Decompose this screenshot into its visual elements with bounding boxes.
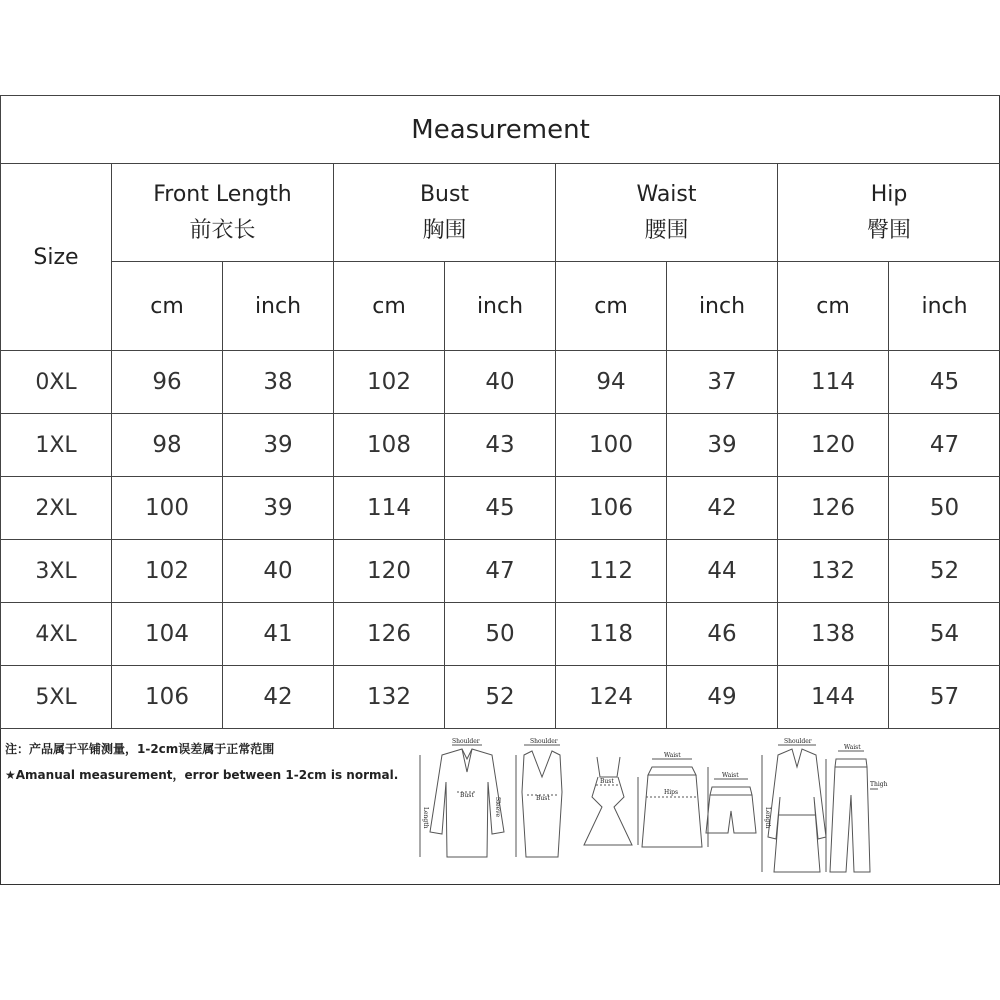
- measurement-cell: 126: [334, 603, 445, 666]
- group-label-en: Front Length: [153, 181, 292, 207]
- thigh-label: Thigh: [870, 781, 888, 788]
- measurement-cell: 57: [889, 666, 1000, 729]
- waist-label: Waist: [844, 744, 861, 751]
- group-label-cn: 臀围: [867, 217, 912, 243]
- measurement-cell: 42: [223, 666, 334, 729]
- measurement-cell: 37: [667, 351, 778, 414]
- measurement-cell: 49: [667, 666, 778, 729]
- group-label-cn: 胸围: [422, 217, 467, 243]
- unit-header: cm: [334, 262, 445, 351]
- table-row: [1, 666, 1000, 729]
- blouse-icon: [420, 738, 504, 857]
- size-cell: 3XL: [1, 540, 112, 603]
- tank-top-icon: [516, 738, 562, 857]
- garment-measurement-illustrations: [412, 737, 892, 879]
- measurement-cell: 50: [445, 603, 556, 666]
- measurement-cell: 120: [334, 540, 445, 603]
- shorts-icon: [706, 772, 756, 833]
- waist-label: Waist: [664, 752, 681, 759]
- strap-dress-icon: [584, 757, 638, 845]
- waist-label: Waist: [722, 772, 739, 779]
- measurement-cell: 47: [889, 414, 1000, 477]
- group-hip: [778, 164, 1000, 262]
- measurement-cell: 38: [223, 351, 334, 414]
- size-header: Size: [1, 164, 112, 351]
- note-cn: 注：产品属于平铺测量，1-2cm误差属于正常范围: [5, 742, 275, 756]
- length-label: Length: [764, 807, 771, 829]
- table-row: [1, 351, 1000, 414]
- note-en: ★Amanual measurement，error between 1-2cm is normal.: [5, 768, 399, 782]
- measurement-cell: 98: [112, 414, 223, 477]
- measurement-cell: 40: [223, 540, 334, 603]
- group-label-cn: 腰围: [644, 217, 689, 243]
- measurement-cell: 94: [556, 351, 667, 414]
- measurement-cell: 106: [556, 477, 667, 540]
- measurement-cell: 50: [889, 477, 1000, 540]
- measurement-cell: 41: [223, 603, 334, 666]
- measurement-cell: 45: [889, 351, 1000, 414]
- trousers-icon: [826, 744, 888, 872]
- measurement-cell: 40: [445, 351, 556, 414]
- measurement-cell: 132: [334, 666, 445, 729]
- measurement-cell: 39: [223, 477, 334, 540]
- unit-header: inch: [445, 262, 556, 351]
- bust-label: Bust: [600, 778, 614, 785]
- group-waist: [556, 164, 778, 262]
- table-title: Measurement: [1, 96, 1000, 164]
- measurement-cell: 104: [112, 603, 223, 666]
- group-label-en: Bust: [419, 181, 470, 207]
- measurement-notes: [5, 740, 398, 792]
- bust-label: Bust: [536, 795, 550, 802]
- measurement-cell: 39: [667, 414, 778, 477]
- table-row: [1, 603, 1000, 666]
- measurement-cell: 39: [223, 414, 334, 477]
- unit-header: inch: [667, 262, 778, 351]
- size-cell: 5XL: [1, 666, 112, 729]
- measurement-cell: 100: [112, 477, 223, 540]
- group-label-en: Hip: [870, 181, 908, 207]
- measurement-cell: 47: [445, 540, 556, 603]
- size-table: [0, 95, 1000, 729]
- unit-header: cm: [778, 262, 889, 351]
- measurement-cell: 44: [667, 540, 778, 603]
- measurement-cell: 54: [889, 603, 1000, 666]
- measurement-cell: 43: [445, 414, 556, 477]
- shoulder-label: Shoulder: [784, 738, 812, 745]
- length-label: Length: [422, 807, 429, 829]
- measurement-cell: 52: [889, 540, 1000, 603]
- shoulder-label: Shoulder: [452, 738, 480, 745]
- group-label-cn: 前衣长: [189, 217, 256, 243]
- measurement-cell: 120: [778, 414, 889, 477]
- table-row: [1, 477, 1000, 540]
- group-front-length: [112, 164, 334, 262]
- unit-header: cm: [556, 262, 667, 351]
- trench-coat-icon: [762, 738, 826, 872]
- measurement-cell: 138: [778, 603, 889, 666]
- size-cell: 0XL: [1, 351, 112, 414]
- measurement-cell: 102: [112, 540, 223, 603]
- measurement-cell: 126: [778, 477, 889, 540]
- measurement-cell: 144: [778, 666, 889, 729]
- measurement-cell: 96: [112, 351, 223, 414]
- measurement-cell: 124: [556, 666, 667, 729]
- measurement-cell: 52: [445, 666, 556, 729]
- measurement-cell: 100: [556, 414, 667, 477]
- group-label-en: Waist: [636, 181, 697, 207]
- measurement-cell: 106: [112, 666, 223, 729]
- measurement-cell: 114: [334, 477, 445, 540]
- bust-label: Bust: [460, 792, 474, 799]
- measurement-cell: 102: [334, 351, 445, 414]
- measurement-cell: 118: [556, 603, 667, 666]
- size-cell: 2XL: [1, 477, 112, 540]
- table-row: [1, 414, 1000, 477]
- unit-header: inch: [889, 262, 1000, 351]
- measurement-cell: 46: [667, 603, 778, 666]
- measurement-cell: 112: [556, 540, 667, 603]
- measurement-cell: 132: [778, 540, 889, 603]
- measurement-cell: 45: [445, 477, 556, 540]
- unit-header: inch: [223, 262, 334, 351]
- group-bust: [334, 164, 556, 262]
- sleeve-label: Sleeve: [494, 797, 501, 818]
- skirt-icon: [642, 752, 708, 847]
- measurement-cell: 108: [334, 414, 445, 477]
- size-cell: 4XL: [1, 603, 112, 666]
- measurement-cell: 114: [778, 351, 889, 414]
- unit-header: cm: [112, 262, 223, 351]
- size-cell: 1XL: [1, 414, 112, 477]
- hips-label: Hips: [664, 789, 679, 796]
- measurement-cell: 42: [667, 477, 778, 540]
- shoulder-label: Shoulder: [530, 738, 558, 745]
- table-row: [1, 540, 1000, 603]
